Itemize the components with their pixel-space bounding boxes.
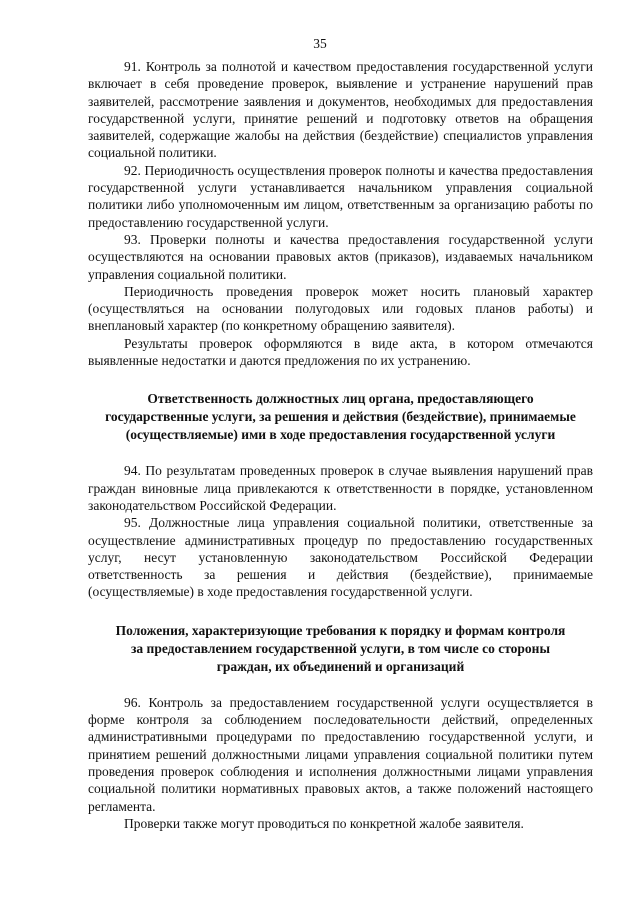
section-heading-responsibility (88, 390, 593, 444)
section-responsibility (88, 462, 593, 600)
paragraph-93: 93. Проверки полноты и качества предоставления государственной услуги осуществляются на основании правовых актов (приказов), издаваемых начальником управления социальной политики. (88, 231, 593, 282)
section-heading-control-forms (88, 622, 593, 676)
page-content (88, 58, 593, 832)
heading-line: Ответственность должностных лиц органа, предоставляющего (147, 391, 534, 407)
paragraph-96: 96. Контроль за предоставлением государственной услуги осуществляется в форме контроля за соблюдением последовательности действий, определенных административными процедурами по предоставлению государственной услуги, и принятием решений должностными лицами управления социальной политики путем проведения проверок соблюдения и исполнения должностными лицами управления социальной политики нормативных правовых актов, а также положений настоящего регламента. (88, 694, 593, 814)
paragraph-95: 95. Должностные лица управления социальной политики, ответственные за осуществление административных процедур по предоставлению государственных услуг, несут установленную законодательством Российской Федерации ответственность за решения и действия (бездействие), принимаемые (осуществляемые) в ходе предоставления государственной услуги. (88, 515, 593, 600)
section-control-forms (88, 694, 593, 832)
heading-line: граждан, их объединений и организаций (216, 658, 465, 674)
paragraph-periodicity: Периодичность проведения проверок может носить плановый характер (осуществляться на основании полугодовых или годовых планов работы) и внеплановый характер (по конкретному обращению заявителя). (88, 283, 593, 334)
heading-line: государственные услуги, за решения и действия (бездействие), принимаемые (105, 409, 576, 425)
heading-line: за предоставлением государственной услуги, в том числе со стороны (131, 640, 550, 656)
section-control (88, 58, 593, 369)
paragraph-91: 91. Контроль за полнотой и качеством предоставления государственной услуги включает в себя проведение проверок, выявление и устранение нарушений прав заявителей, рассмотрение заявления и документов, необходимых для предоставления государственной услуги, принятие решений и подготовку ответов на обращения заявителей, содержащие жалобы на действия (бездействие) специалистов управления социальной политики. (88, 59, 593, 161)
page-number: 35 (313, 36, 327, 51)
paragraph-94: 94. По результатам проведенных проверок в случае выявления нарушений прав граждан виновные лица привлекаются к ответственности в порядке, установленном законодательством Российской Федерации. (88, 463, 593, 513)
heading-line: Положения, характеризующие требования к порядку и формам контроля (115, 622, 566, 638)
heading-line: (осуществляемые) ими в ходе предоставления государственной услуги (125, 427, 556, 443)
paragraph-results: Результаты проверок оформляются в виде акта, в котором отмечаются выявленные недостатки и даются предложения по их устранению. (88, 335, 593, 369)
paragraph-92: 92. Периодичность осуществления проверок полноты и качества предоставления государственной услуги устанавливается начальником управления социальной политики либо уполномоченным им лицом, ответственным за организацию работы по предоставлению государственной услуги. (88, 162, 593, 230)
paragraph-complaint-checks: Проверки также могут проводиться по конкретной жалобе заявителя. (124, 815, 524, 831)
